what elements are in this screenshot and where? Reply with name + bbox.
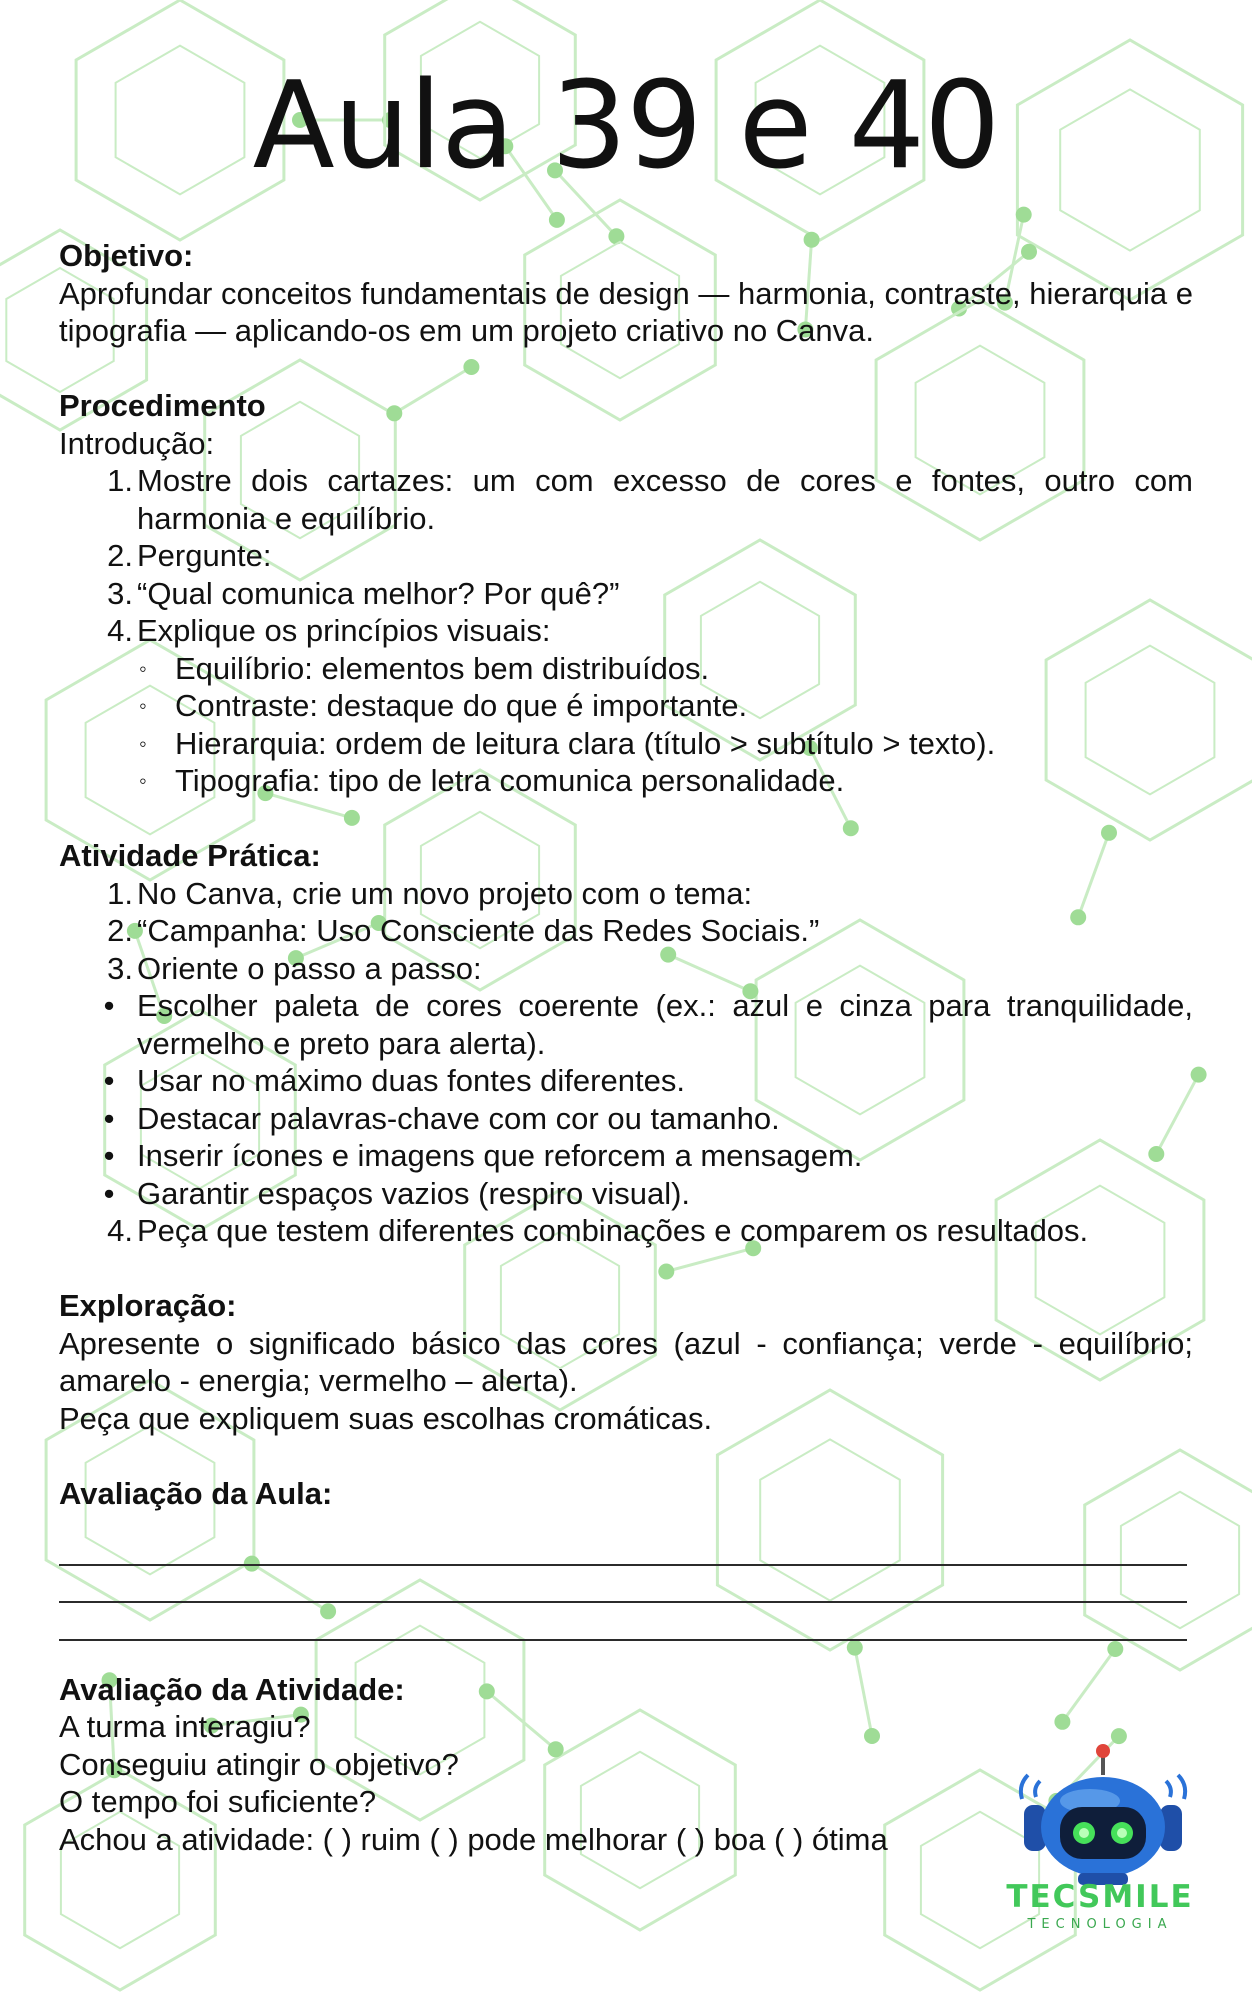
question-time: O tempo foi suficiente? [59, 1784, 377, 1819]
bullet-item: • Destacar palavras-chave com cor ou tamanho. [59, 1100, 1193, 1138]
list-item: 2. Pergunte: [107, 538, 272, 573]
objetivo-text: Aprofundar conceitos fundamentais de design — harmonia, contraste, hierarquia e tipografia — aplicando-os em um projeto criativo no Canva. [59, 275, 1193, 348]
bullet-dot-icon: • [103, 1138, 115, 1173]
bullet-item: • Escolher paleta de cores coerente (ex.: azul e cinza para tranquilidade, vermelho e preto para alerta). [59, 987, 1193, 1062]
exploracao-text: Apresente o significado básico das cores (azul - confiança; verde - equilíbrio; amarelo - energia; vermelho – alerta). [59, 1325, 1193, 1398]
list-item: 2. “Campanha: Uso Consciente das Redes Sociais.” [107, 913, 820, 948]
bullet-item: • Garantir espaços vazios (respiro visual). [59, 1175, 1193, 1213]
list-item: 4. Explique os princípios visuais: [107, 613, 551, 648]
rating-options: Achou a atividade: ( ) ruim ( ) pode melhorar ( ) boa ( ) ótima [59, 1821, 888, 1857]
bullet-dot-icon: • [103, 988, 115, 1023]
lesson-content [59, 237, 1193, 1858]
bullet-dot-icon: • [103, 1063, 115, 1098]
sub-list-item: ◦ Contraste: destaque do que é importante. [139, 688, 748, 723]
circle-bullet-icon: ◦ [139, 730, 147, 756]
atividade-heading: Atividade Prática: [59, 838, 321, 873]
circle-bullet-icon: ◦ [139, 655, 147, 681]
list-item: 4. Peça que testem diferentes combinações e comparem os resultados. [107, 1213, 1089, 1248]
sub-list-item: ◦ Hierarquia: ordem de leitura clara (título > subtítulo > texto). [139, 725, 996, 761]
bullet-item: • Usar no máximo duas fontes diferentes. [59, 1062, 1193, 1100]
avaliacao-aula-heading: Avaliação da Aula: [59, 1475, 333, 1511]
writing-line[interactable] [59, 1566, 1187, 1604]
brand-tagline: TECNOLOGIA [1027, 1917, 1173, 1932]
sub-list-item: ◦ Equilíbrio: elementos bem distribuídos. [139, 650, 710, 686]
page-title: Aula 39 e 40 [252, 57, 1000, 196]
question-objective: Conseguiu atingir o objetivo? [59, 1746, 459, 1782]
bullet-item: • Inserir ícones e imagens que reforcem a mensagem. [59, 1137, 1193, 1175]
bullet-dot-icon: • [103, 1175, 115, 1211]
list-item: 1. Mostre dois cartazes: um com excesso de cores e fontes, outro com harmonia e equilíbrio. [107, 463, 1193, 536]
exploracao-heading: Exploração: [59, 1288, 237, 1323]
sub-list-item: ◦ Tipografia: tipo de letra comunica personalidade. [139, 763, 845, 798]
writing-lines [59, 1528, 1193, 1641]
writing-line[interactable] [59, 1528, 1187, 1566]
avaliacao-atividade-heading: Avaliação da Atividade: [59, 1671, 405, 1707]
procedimento-list [59, 462, 1193, 800]
brand-name: TECSMILE [1006, 1879, 1194, 1915]
objetivo-heading: Objetivo: [59, 238, 194, 273]
circle-bullet-icon: ◦ [139, 693, 147, 718]
writing-line[interactable] [59, 1603, 1187, 1641]
atividade-list [59, 875, 1193, 1250]
list-item: 3. “Qual comunica melhor? Por quê?” [107, 575, 620, 611]
bullet-dot-icon: • [103, 1100, 115, 1136]
procedimento-heading: Procedimento [59, 388, 266, 423]
circle-bullet-icon: ◦ [139, 768, 147, 793]
question-interaction: A turma interagiu? [59, 1709, 311, 1744]
exploracao-text-2: Peça que expliquem suas escolhas cromáticas. [59, 1400, 713, 1436]
list-item: 3. Oriente o passo a passo: [107, 950, 482, 986]
list-item: 1. No Canva, crie um novo projeto com o tema: [107, 875, 753, 911]
introducao-label: Introdução: [59, 425, 215, 461]
